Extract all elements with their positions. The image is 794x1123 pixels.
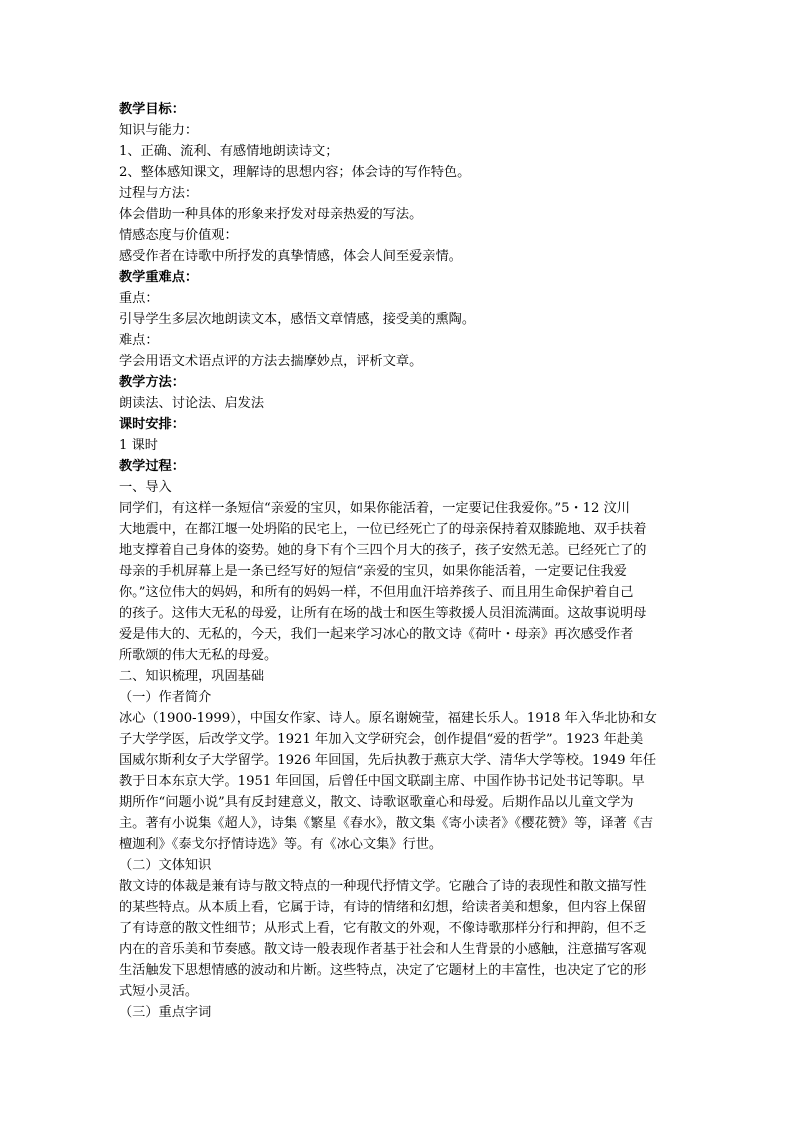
process-method-label: 过程与方法： [119, 186, 199, 201]
knowledge-item-1: 1、正确、流利、有感情地朗读诗文； [119, 144, 339, 159]
intro-line: 母亲的手机屏幕上是一条已经写好的短信“亲爱的宝贝，如果你能活着，一定要记住我爱 [119, 564, 627, 579]
genre-line: 了有诗意的散文性细节；从形式上看，它有散文的外观，不像诗歌那样分行和押韵，但不乏 [119, 921, 647, 936]
intro-line: 你。”这位伟大的妈妈，和所有的妈妈一样，不但用血汗培养孩子、而且用生命保护着自己 [119, 585, 634, 600]
genre-paragraph [119, 876, 679, 1002]
author-line: 冰心（1900-1999），中国女作家、诗人。原名谢婉莹，福建长乐人。1918 年入华北协和女 [119, 711, 657, 726]
author-paragraph [119, 708, 679, 855]
intro-line: 的孩子。这伟大无私的母爱，让所有在场的战士和医生等救援人员泪流满面。这故事说明母 [119, 606, 647, 621]
intro-line: 同学们，有这样一条短信“亲爱的宝贝，如果你能活着，一定要记住我爱你。”5・12 汶川 [119, 501, 630, 516]
knowledge-label: 知识与能力： [119, 123, 199, 138]
teaching-process-heading: 教学过程： [119, 459, 185, 474]
genre-line: 散文诗的体裁是兼有诗与散文特点的一种现代抒情文学。它融合了诗的表现性和散文描写性 [119, 879, 647, 894]
genre-section-title: （二）文体知识 [119, 858, 212, 873]
difficulty-text: 学会用语文术语点评的方法去揣摩妙点，评析文章。 [119, 354, 423, 369]
intro-line: 爱是伟大的、无私的，今天，我们一起来学习冰心的散文诗《荷叶・母亲》再次感受作者 [119, 627, 634, 642]
document-page [119, 99, 679, 1023]
author-line: 子大学学医，后改学文学。1921 年加入文学研究会，创作提倡“爱的哲学”。1923 年赴美 [119, 732, 644, 747]
objectives-heading: 教学目标： [119, 102, 185, 117]
intro-line: 大地震中，在都江堰一处坍陷的民宅上，一位已经死亡了的母亲保持着双膝跪地、双手扶着 [119, 522, 647, 537]
key-points-heading: 教学重难点： [119, 270, 199, 285]
genre-line: 生活触发下思想情感的波动和片断。这些特点，决定了它题材上的丰富性，也决定了它的形 [119, 963, 647, 978]
author-line: 檀迦利》《泰戈尔抒情诗选》等。有《冰心文集》行世。 [119, 837, 443, 852]
methods-heading: 教学方法： [119, 375, 185, 390]
emotion-text: 感受作者在诗歌中所抒发的真挚情感，体会人间至爱亲情。 [119, 249, 462, 264]
emotion-label: 情感态度与价值观： [119, 228, 238, 243]
methods-text: 朗读法、讨论法、启发法 [119, 396, 265, 411]
knowledge-item-2: 2、整体感知课文，理解诗的思想内容；体会诗的写作特色。 [119, 165, 471, 180]
author-line: 国威尔斯利女子大学留学。1926 年回国，先后执教于燕京大学、清华大学等校。1949 年任 [119, 753, 657, 768]
intro-line: 地支撑着自己身体的姿势。她的身下有个三四个月大的孩子，孩子安然无恙。已经死亡了的 [119, 543, 647, 558]
author-line: 教于日本东京大学。1951 年回国，后曾任中国文联副主席、中国作协书记处书记等职。早 [119, 774, 645, 789]
focus-label: 重点： [119, 291, 159, 306]
author-section-title: （一）作者简介 [119, 690, 212, 705]
author-line: 主。著有小说集《超人》，诗集《繁星《春水》，散文集《寄小读者》《樱花赞》等，译著《吉 [119, 816, 654, 831]
process-method-text: 体会借助一种具体的形象来抒发对母亲热爱的写法。 [119, 207, 423, 222]
intro-line: 所歌颂的伟大无私的母爱。 [119, 648, 278, 663]
genre-line: 内在的音乐美和节奏感。散文诗一般表现作者基于社会和人生背景的小感触，注意描写客观 [119, 942, 647, 957]
difficulty-label: 难点： [119, 333, 159, 348]
words-section-title: （三）重点字词 [119, 1005, 212, 1020]
genre-line: 的某些特点。从本质上看，它属于诗，有诗的情绪和幻想，给读者美和想象，但内容上保留 [119, 900, 647, 915]
intro-paragraph [119, 498, 679, 666]
author-line: 期所作“问题小说”具有反封建意义，散文、诗歌讴歌童心和母爱。后期作品以儿童文学为 [119, 795, 634, 810]
genre-line: 式短小灵活。 [119, 984, 199, 999]
knowledge-section-title: 二、知识梳理，巩固基础 [119, 669, 265, 684]
intro-title: 一、导入 [119, 480, 172, 495]
schedule-heading: 课时安排： [119, 417, 185, 432]
schedule-text: 1 课时 [119, 438, 158, 453]
focus-text: 引导学生多层次地朗读文本，感悟文章情感，接受美的熏陶。 [119, 312, 476, 327]
